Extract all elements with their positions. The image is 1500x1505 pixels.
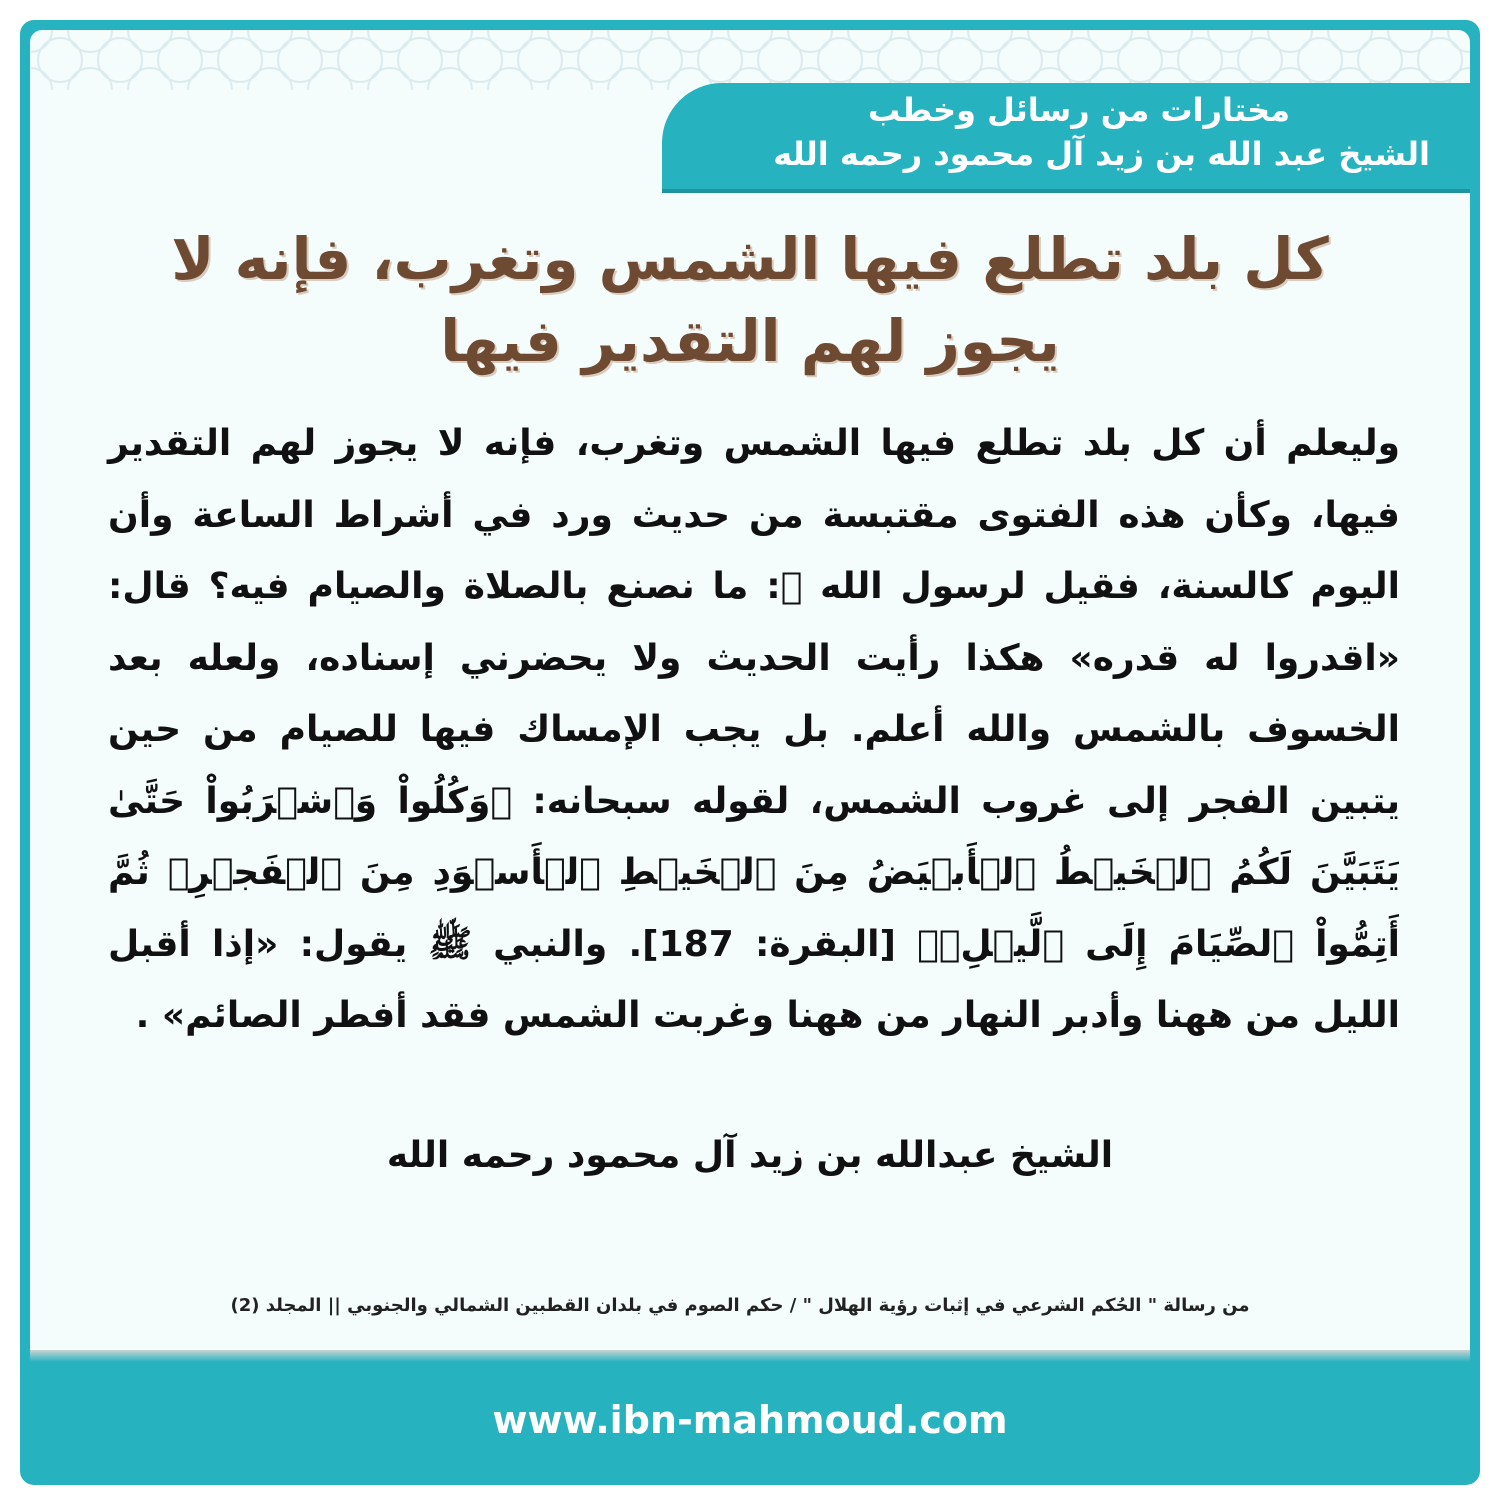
- page-title: كل بلد تطلع فيها الشمس وتغرب، فإنه لا يجوز لهم التقدير فيها: [171, 225, 1329, 375]
- header-author: الشيخ عبد الله بن زيد آل محمود رحمه الله: [773, 135, 1430, 173]
- header-banner: [662, 83, 1470, 189]
- source-citation: من رسالة " الحُكم الشرعي في إثبات رؤية الهلال " / حكم الصوم في بلدان القطبين الشمالي والجنوبي || المجلد (2): [230, 1295, 1250, 1316]
- website-link[interactable]: www.ibn-mahmoud.com: [492, 1398, 1008, 1442]
- author-signature: الشيخ عبدالله بن زيد آل محمود رحمه الله: [386, 1135, 1114, 1176]
- ornament-pattern: [30, 30, 1470, 90]
- header-series-title: مختارات من رسائل وخطب: [867, 91, 1290, 129]
- footer-divider: [30, 1350, 1470, 1362]
- body-paragraph: وليعلم أن كل بلد تطلع فيها الشمس وتغرب، فإنه لا يجوز لهم التقدير فيها، وكأن هذه الفتوى مقتبسة من حديث ورد في أشراط الساعة وأن اليوم كالسنة، فقيل لرسول الله ﷺ: ما نصنع بالصلاة والصيام فيه؟ قال: «اقدروا له قدره» هكذا رأيت الحديث ولا يحضرني إسناده، ولعله بعد الخسوف بالشمس والله أعلم. بل يجب الإمساك فيها للصيام من حين يتبين الفجر إلى غروب الشمس، لقوله سبحانه: ﴿وَكُلُواْ وَٱشۡرَبُواْ حَتَّىٰ يَتَبَيَّنَ لَكُمُ ٱلۡخَيۡطُ ٱلۡأَبۡيَضُ مِنَ ٱلۡخَيۡطِ ٱلۡأَسۡوَدِ مِنَ ٱلۡفَجۡرِۖ ثُمَّ أَتِمُّواْ ٱلصِّيَامَ إِلَى ٱلَّيۡلِۚ﴾ [البقرة: 187]. والنبي ﷺ يقول: «إذا أقبل الليل من ههنا وأدبر النهار من ههنا وغربت الشمس فقد أفطر الصائم» .: [108, 423, 1400, 1036]
- body-text: [108, 408, 1400, 1052]
